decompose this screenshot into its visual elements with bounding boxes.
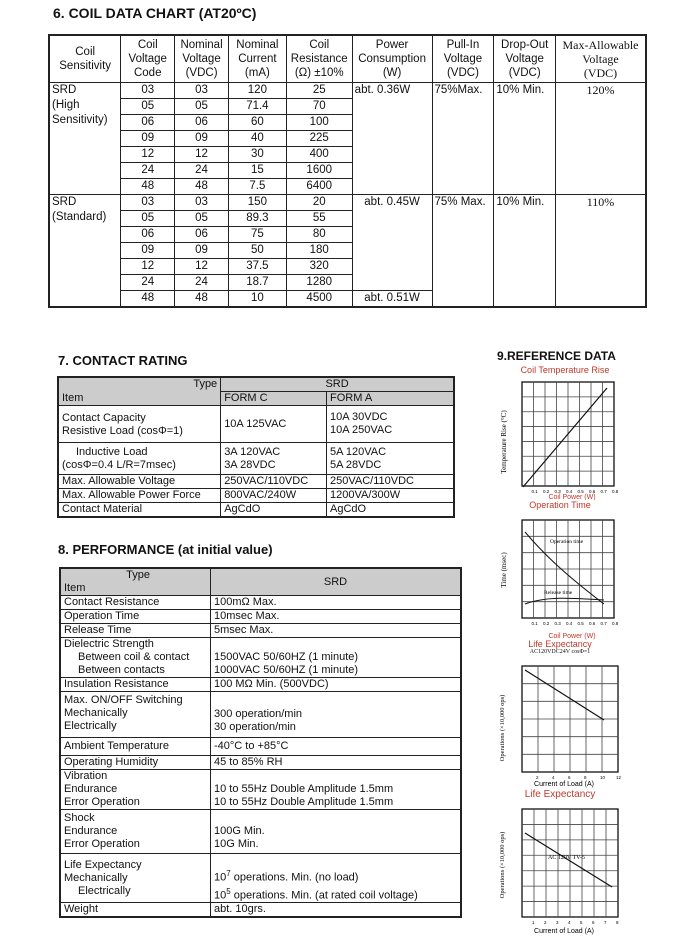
contact-heading: 7. CONTACT RATING [58, 353, 188, 368]
contact-rating-table: Type SRD Item FORM C FORM A Contact Capacity Resistive Load (cosΦ=1) 10A 125VAC 10A 30VDC 10A 250VAC Inductive Load (cosΦ=0.4 L/R=7msec) 3A 120VAC 3A 28VDC 5A 120VAC 5A 28VDC Max. Allowable Voltage 250VAC/110VDC 250VAC/110VDC Max. Allowable Power Force 800VAC/240W 1200VA/300W Contact Material AgCdO AgCdO [57, 376, 455, 518]
chart1-title: Coil Temperature Rise [520, 365, 610, 375]
chart2-label-operation: Operation time [550, 539, 584, 545]
chart3-xlabel: Current of Load (A) [534, 781, 594, 788]
chart1-ylabel: Temperature Rise (°C) [500, 410, 508, 474]
chart4-xlabel: Current of Load (A) [534, 928, 594, 935]
x-tick-label: 8 [584, 775, 587, 780]
x-tick-label: 2 [544, 920, 547, 925]
table-row: Vibration Endurance Error Operation 10 to 55Hz Double Amplitude 1.5mm 10 to 55Hz Double Amplitude 1.5mm [60, 770, 461, 810]
table-row: 05 05 89.3 55 [49, 211, 646, 227]
coil-data-table [48, 34, 647, 308]
chart4-grid [522, 809, 619, 925]
chart1-xlabel: Coil Power (W) [548, 494, 596, 500]
table-row: 48 48 7.5 6400 [49, 179, 646, 195]
table-row: Inductive Load (cosΦ=0.4 L/R=7msec) 3A 120VAC 3A 28VDC 5A 120VAC 5A 28VDC [58, 443, 454, 475]
table-row: SRD (Standard) 03 03 150 20 abt. 0.45W 75% Max. 10% Min. 110% [49, 195, 646, 211]
x-tick-label: 5 [580, 920, 583, 925]
x-tick-label: 0.3 [554, 621, 561, 626]
table-row: 12 12 37.5 320 [49, 259, 646, 275]
x-tick-label: 7 [604, 920, 607, 925]
chart2-release-line [525, 598, 604, 604]
table-row: Insulation Resistance 100 MΩ Min. (500VDC) [60, 678, 461, 692]
x-tick-label: 4 [568, 920, 571, 925]
table-row: 06 06 60 100 [49, 115, 646, 131]
coil-temperature-chart [492, 376, 632, 500]
x-tick-label: 2 [536, 775, 539, 780]
operation-time-chart [492, 512, 632, 640]
table-row: Max. ON/OFF Switching Mechanically Electrically 300 operation/min 30 operation/min [60, 692, 461, 738]
table-row: Operating Humidity 45 to 85% RH [60, 756, 461, 770]
table-row: 24 24 15 1600 [49, 163, 646, 179]
table-row: 09 09 40 225 [49, 131, 646, 147]
chart4-note: AC 120V TV-5 [548, 855, 585, 861]
x-tick-label: 3 [556, 920, 559, 925]
x-tick-label: 6 [568, 775, 571, 780]
chart2-label-release: Release time [544, 590, 573, 596]
x-tick-label: 0.5 [577, 621, 584, 626]
table-row: 24 24 18.7 1280 [49, 275, 646, 291]
x-tick-label: 0.2 [543, 489, 550, 494]
table-row: Max. Allowable Power Force 800VAC/240W 1200VA/300W [58, 489, 454, 503]
chart2-title: Operation Time [529, 500, 591, 510]
x-tick-label: 0.8 [612, 489, 619, 494]
x-tick-label: 0.3 [554, 489, 561, 494]
coil-header-row: Coil Sensitivity Coil Voltage Code Nominal Voltage (VDC) Nominal Current (mA) Coil Resistance (Ω) ±10% Power Consumption (W) Pull-In Voltage (VDC) Drop-Out Voltage (VDC) Max-Allowable Voltage (VDC) [49, 35, 646, 83]
performance-heading: 8. PERFORMANCE (at initial value) [58, 542, 273, 557]
reference-heading: 9.REFERENCE DATA [497, 349, 616, 363]
table-row: 06 06 75 80 [49, 227, 646, 243]
x-tick-label: 12 [616, 775, 622, 780]
table-row: Contact Material AgCdO AgCdO [58, 503, 454, 518]
performance-table: Type SRD Item Contact Resistance 100mΩ Max. Operation Time 10msec Max. Release Time 5msec Max. Dielectric Strength Between coil & contact Between contacts 1500VAC 50/60HZ (1 minute) 1000VAC 50/60HZ (1 minute) Insulation Resistance 100 MΩ Min. (500VDC) Max. ON/OFF Switching Mechanically Electrically 300 operation/min 30 operation/min Ambient Temperature -40°C to +85°C Operating Humidity 45 to 85% RH Vibration Endurance Error Operation 10 to 55Hz Double Amplitude 1.5mm 10 to 55Hz Double Amplitude 1.5mm Shock Endurance Error Operation 100G Min. 10G Min. Life Expectancy Mechanically Electrically $10^7$ operations. Min. (no load) $10^5$ operations. Min. (at rated coil voltage) Weight abt. 10grs. [59, 567, 462, 918]
table-row: 05 05 71.4 70 [49, 99, 646, 115]
table-row: Operation Time 10msec Max. [60, 610, 461, 624]
table-row: Dielectric Strength Between coil & contact Between contacts 1500VAC 50/60HZ (1 minute) 1000VAC 50/60HZ (1 minute) [60, 638, 461, 678]
table-row: Ambient Temperature -40°C to +85°C [60, 738, 461, 756]
chart3-title: Life Expectancy [528, 639, 592, 649]
chart1-grid [522, 382, 619, 494]
table-row: Contact Capacity Resistive Load (cosΦ=1) 10A 125VAC 10A 30VDC 10A 250VAC [58, 406, 454, 443]
table-row: Life Expectancy Mechanically Electrically $10^7$ operations. Min. (no load) $10^5$ operations. Min. (at rated coil voltage) [60, 854, 461, 903]
x-tick-label: 0.7 [600, 489, 607, 494]
life-expectancy-chart-1 [492, 658, 632, 796]
chart1-line [523, 388, 607, 487]
x-tick-label: 0.7 [600, 621, 607, 626]
x-tick-label: 6 [592, 920, 595, 925]
chart3-line [525, 670, 604, 720]
table-row: 48 48 10 4500 abt. 0.51W [49, 291, 646, 308]
chart3-ylabel: Operations (×10,000 ops) [499, 694, 506, 762]
x-tick-label: 1 [532, 920, 535, 925]
x-tick-label: 4 [552, 775, 555, 780]
x-tick-label: 0.8 [612, 621, 619, 626]
table-row: Max. Allowable Voltage 250VAC/110VDC 250VAC/110VDC [58, 475, 454, 489]
chart3-grid [522, 666, 622, 780]
chart2-ylabel: Time (msec) [500, 552, 508, 588]
x-tick-label: 0.6 [589, 621, 596, 626]
life-expectancy-chart-2 [492, 801, 632, 937]
chart2-grid [522, 520, 619, 626]
x-tick-label: 0.1 [531, 621, 538, 626]
table-row: Weight abt. 10grs. [60, 903, 461, 918]
x-tick-label: 0.2 [543, 621, 550, 626]
table-row: Contact Resistance 100mΩ Max. [60, 596, 461, 610]
table-row: Release Time 5msec Max. [60, 624, 461, 638]
table-row: SRD (High Sensitivity) 03 03 120 25 abt. 0.36W 75%Max. 10% Min. 120% [49, 83, 646, 99]
table-row: 12 12 30 400 [49, 147, 646, 163]
x-tick-label: 0.4 [566, 621, 573, 626]
chart2-xlabel: Coil Power (W) [548, 633, 596, 640]
chart4-title: Life Expectancy [524, 789, 596, 800]
x-tick-label: 0.1 [531, 489, 538, 494]
x-tick-label: 0.4 [566, 489, 573, 494]
x-tick-label: 8 [616, 920, 619, 925]
table-row: 09 09 50 180 [49, 243, 646, 259]
chart4-ylabel: Operations (×10,000 ops) [499, 831, 506, 899]
chart3-subtitle: AC120VDC24V cosΦ=1 [529, 649, 591, 655]
x-tick-label: 0.5 [577, 489, 584, 494]
table-row: Shock Endurance Error Operation 100G Min. 10G Min. [60, 810, 461, 854]
x-tick-label: 0.6 [589, 489, 596, 494]
x-tick-label: 10 [600, 775, 606, 780]
coil-heading: 6. COIL DATA CHART (AT20ºC) [53, 5, 257, 21]
